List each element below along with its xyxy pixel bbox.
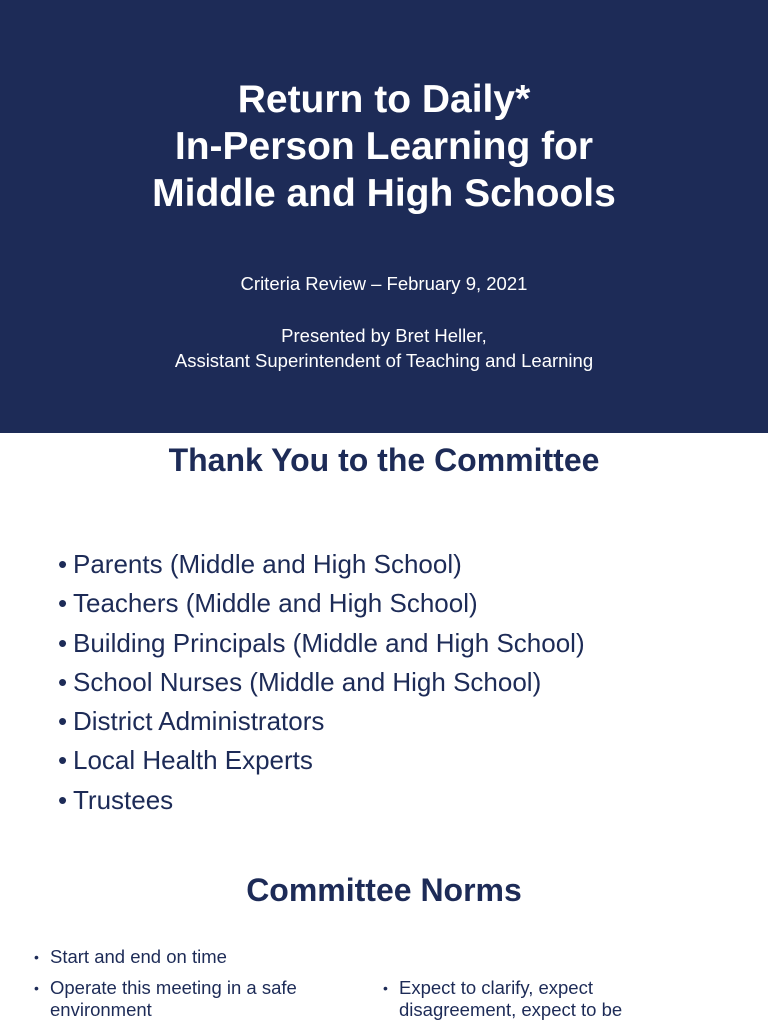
list-item-label: District Administrators (73, 706, 325, 737)
title-line: In-Person Learning for (174, 125, 594, 168)
presenter-info (0, 323, 768, 373)
norm-item-label: Operate this meeting in a safe environment (50, 977, 297, 1020)
thank-you-slide (0, 433, 768, 843)
norm-item-label: Expect to clarify, expect disagreement, expect to be (399, 977, 623, 1020)
committee-norms-heading: Committee Norms (246, 872, 522, 908)
list-item (58, 781, 585, 820)
list-item-label: School Nurses (Middle and High School) (73, 666, 542, 697)
thank-you-heading: Thank You to the Committee (168, 442, 600, 478)
presentation-title (0, 76, 768, 217)
bullet-icon: • (58, 666, 68, 697)
bullet-icon: • (34, 949, 39, 965)
list-item (58, 702, 585, 741)
criteria-review-date: Criteria Review – February 9, 2021 (240, 273, 528, 294)
title-slide (0, 0, 768, 433)
list-item-label: Teachers (Middle and High School) (73, 588, 478, 619)
norm-item (34, 946, 364, 968)
norms-right-column (383, 977, 683, 1024)
list-item (58, 741, 585, 780)
bullet-icon: • (34, 980, 39, 996)
norm-item (34, 977, 364, 1021)
norm-item-label: Start and end on time (50, 946, 227, 967)
list-item-label: Building Principals (Middle and High School) (73, 627, 585, 658)
list-item (58, 584, 585, 623)
presenter-role: Assistant Superintendent of Teaching and Learning (174, 350, 594, 371)
committee-members-list (58, 545, 585, 820)
bullet-icon: • (58, 784, 68, 815)
list-item (58, 545, 585, 584)
list-item (58, 663, 585, 702)
list-item (58, 624, 585, 663)
committee-norms-slide (0, 843, 768, 1024)
bullet-icon: • (58, 745, 68, 776)
norms-left-column (34, 946, 364, 1024)
bullet-icon: • (58, 549, 68, 579)
bullet-icon: • (383, 980, 388, 996)
list-item-label: Trustees (73, 784, 174, 815)
list-item-label: Local Health Experts (73, 745, 313, 776)
presenter-name: Presented by Bret Heller, (281, 325, 487, 346)
norm-item (383, 977, 683, 1021)
bullet-icon: • (58, 627, 68, 658)
bullet-icon: • (58, 706, 68, 737)
title-line: Middle and High Schools (152, 172, 616, 215)
list-item-label: Parents (Middle and High School) (73, 549, 462, 579)
title-line: Return to Daily* (237, 78, 531, 121)
bullet-icon: • (58, 588, 68, 619)
